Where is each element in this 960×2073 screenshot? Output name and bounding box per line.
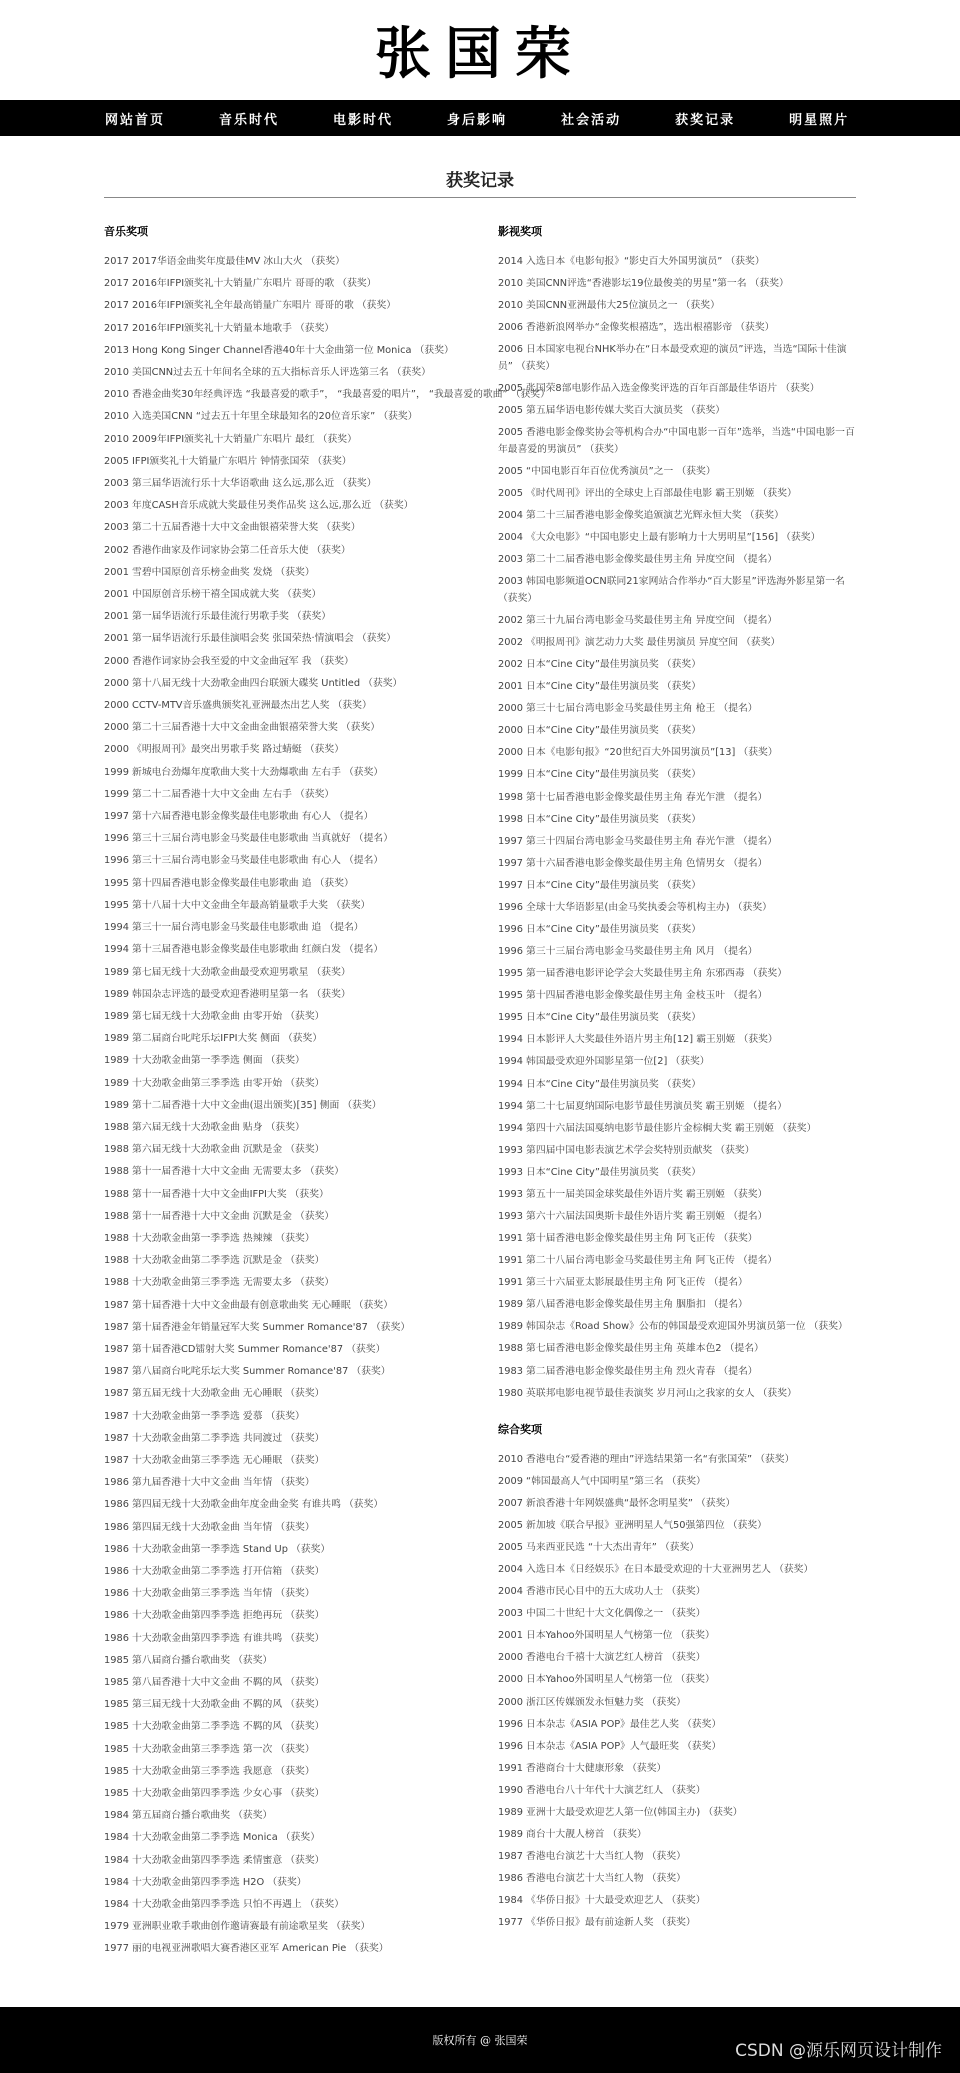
award-item: 2001 日本“Cine City”最佳男演员奖 （获奖） — [498, 681, 701, 693]
award-item: 1997 日本“Cine City”最佳男演员奖 （获奖） — [498, 879, 701, 891]
award-item: 2009 “韩国最高人气中国明星”第三名 （获奖） — [498, 1475, 706, 1487]
award-item: 2010 香港电台“爱香港的理由”评选结果第一名“有张国荣” （获奖） — [498, 1453, 795, 1465]
award-item: 1986 十大劲歌金曲第三季季选 当年情 （获奖） — [104, 1588, 315, 1600]
award-item: 1984 十大劲歌金曲第四季季选 只怕不再遇上 （获奖） — [104, 1899, 345, 1911]
award-item: 1999 第二十二届香港十大中文金曲 左右手 （获奖） — [104, 788, 335, 800]
award-item: 1989 第七届无线十大劲歌金曲 由零开始 （获奖） — [104, 1010, 325, 1022]
award-item: 1998 第十七届香港电影金像奖最佳男主角 春光乍泄 （提名） — [498, 791, 768, 803]
award-item: 1996 全球十大华语影星(由金马奖执委会等机构主办) （获奖） — [498, 901, 772, 913]
award-item: 1991 第十届香港电影金像奖最佳男主角 阿飞正传 （获奖） — [498, 1233, 758, 1245]
award-item: 1987 十大劲歌金曲第一季季选 爱慕 （获奖） — [104, 1410, 305, 1422]
award-item: 2001 日本Yahoo外国明星人气榜第一位 （获奖） — [498, 1630, 715, 1642]
award-item: 1987 第十届香港CD镭射大奖 Summer Romance'87 （获奖） — [104, 1343, 386, 1355]
award-item: 1989 第十二届香港十大中文金曲(退出颁奖)[35] 侧面 （获奖） — [104, 1099, 382, 1111]
award-item: 1988 十大劲歌金曲第二季季选 沉默是金 （获奖） — [104, 1255, 325, 1267]
nav-item-awards[interactable]: 获奖记录 — [675, 112, 736, 128]
award-item: 2002 《明报周刊》演艺动力大奖 最佳男演员 异度空间 （获奖） — [498, 636, 781, 648]
award-item: 1995 第十四届香港电影金像奖最佳男主角 金枝玉叶 （提名） — [498, 990, 768, 1002]
award-item: 1995 第十八届十大中文金曲全年最高销量歌手大奖 （获奖） — [104, 899, 371, 911]
footer-copyright: 版权所有 @ 张国荣 — [432, 2034, 528, 2047]
award-item: 2010 入选美国CNN “过去五十年里全球最知名的20位音乐家” （获奖） — [104, 411, 418, 423]
film-awards-list — [498, 251, 856, 1405]
award-item: 2001 第一届华语流行乐最佳演唱会奖 张国荣热·情演唱会 （获奖） — [104, 633, 397, 645]
award-item: 1998 日本“Cine City”最佳男演员奖 （获奖） — [498, 813, 701, 825]
award-item: 2005 马来西亚民选 “十大杰出青年” （获奖） — [498, 1542, 700, 1554]
site-header — [0, 0, 960, 100]
award-item: 1991 第二十八届台湾电影金马奖最佳男主角 阿飞正传 （提名） — [498, 1255, 778, 1267]
award-item: 1986 十大劲歌金曲第二季季选 打开信箱 （获奖） — [104, 1565, 325, 1577]
award-item: 1996 日本杂志《ASIA POP》最佳艺人奖 （获奖） — [498, 1718, 722, 1730]
award-item: 1989 第二届商台叱咤乐坛IFPI大奖 侧面 （获奖） — [104, 1033, 323, 1045]
award-item: 2010 香港金曲奖30年经典评选 “我最喜爱的歌手”， “我最喜爱的唱片”， “我最喜爱的歌曲” （获奖） — [104, 389, 550, 401]
award-item: 2004 香港市民心目中的五大成功人士 （获奖） — [498, 1586, 706, 1598]
award-item: 2017 2016年IFPI颁奖礼全年最高销量广东唱片 哥哥的歌 （获奖） — [104, 300, 397, 312]
award-item: 1989 韩国杂志评选的最受欢迎香港明星第一名 （获奖） — [104, 988, 351, 1000]
award-item: 2000 浙江区传媒颁发永恒魅力奖 （获奖） — [498, 1696, 686, 1708]
award-item: 1984 十大劲歌金曲第二季季选 Monica （获奖） — [104, 1832, 320, 1844]
award-item: 2005 第五届华语电影传媒大奖百大演员奖 （获奖） — [498, 404, 726, 416]
award-item: 1988 十大劲歌金曲第三季季选 无需要太多 （获奖） — [104, 1277, 335, 1289]
award-item: 2010 美国CNN评选“香港影坛19位最俊美的男星”第一名 （获奖） — [498, 277, 789, 289]
award-item: 2000 日本《电影旬报》“20世纪百大外国男演员”[13] （获奖） — [498, 747, 778, 759]
award-item: 2003 中国二十世纪十大文化偶像之一 （获奖） — [498, 1608, 706, 1620]
award-item: 1985 十大劲歌金曲第三季季选 我愿意 （获奖） — [104, 1765, 315, 1777]
award-item: 1991 香港商台十大健康形象 （获奖） — [498, 1762, 667, 1774]
award-item: 2010 美国CNN亚洲最伟大25位演员之一 （获奖） — [498, 299, 720, 311]
award-item: 1979 亚洲职业歌手歌曲创作邀请赛最有前途歌星奖 （获奖） — [104, 1921, 371, 1933]
award-item: 1999 日本“Cine City”最佳男演员奖 （获奖） — [498, 769, 701, 781]
award-item: 1977 丽的电视亚洲歌唱大赛香港区亚军 American Pie （获奖） — [104, 1943, 389, 1955]
nav-item-legacy[interactable]: 身后影响 — [447, 112, 508, 128]
nav-item-photos[interactable]: 明星照片 — [789, 112, 850, 128]
award-item: 1994 韩国最受欢迎外国影星第一位[2] （获奖） — [498, 1056, 710, 1068]
award-item: 1985 第八届香港十大中文金曲 不羁的风 （获奖） — [104, 1677, 325, 1688]
award-item: 2002 第三十九届台湾电影金马奖最佳男主角 异度空间 （提名） — [498, 614, 778, 626]
award-item: 1985 十大劲歌金曲第三季季选 第一次 （获奖） — [104, 1743, 315, 1755]
award-item: 1997 第三十四届台湾电影金马奖最佳男主角 春光乍泄 （提名） — [498, 835, 778, 847]
award-item: 2000 日本“Cine City”最佳男演员奖 （获奖） — [498, 725, 701, 737]
award-item: 2006 香港新浪网举办“金像奖根禧选”，选出根禧影帝 （获奖） — [498, 321, 775, 333]
award-item: 1988 第七届香港电影金像奖最佳男主角 英雄本色2 （提名） — [498, 1343, 764, 1355]
award-item: 1995 第十四届香港电影金像奖最佳电影歌曲 追 （获奖） — [104, 877, 354, 889]
award-item: 1987 香港电台演艺十大当红人物 （获奖） — [498, 1851, 686, 1863]
award-item: 1993 第五十一届美国金球奖最佳外语片奖 霸王别姬 （获奖） — [498, 1188, 768, 1200]
award-item: 2000 第二十三届香港十大中文金曲金曲银禧荣誉大奖 （获奖） — [104, 722, 381, 734]
award-item: 1986 第四届无线十大劲歌金曲年度金曲金奖 有谁共鸣 （获奖） — [104, 1499, 384, 1511]
award-item: 1997 第十六届香港电影金像奖最佳电影歌曲 有心人 （提名） — [104, 811, 374, 823]
award-item: 2003 年度CASH音乐成就大奖最佳另类作品奖 这么远,那么近 （获奖） — [104, 500, 414, 512]
award-item: 1989 韩国杂志《Road Show》公布的韩国最受欢迎国外男演员第一位 （获奖） — [498, 1321, 848, 1333]
award-item: 1994 第十三届香港电影金像奖最佳电影歌曲 红颜白发 （提名） — [104, 944, 384, 956]
award-item: 1985 第八届商台播台歌曲奖 （获奖） — [104, 1654, 273, 1666]
award-item: 1988 第十一届香港十大中文金曲IFPI大奖 （获奖） — [104, 1188, 329, 1200]
award-item: 2003 第二十五届香港十大中文金曲银禧荣誉大奖 （获奖） — [104, 522, 361, 534]
award-item: 1986 十大劲歌金曲第四季季选 拒绝再玩 （获奖） — [104, 1610, 325, 1622]
award-item: 1984 《华侨日报》十大最受欢迎艺人 （获奖） — [498, 1895, 706, 1907]
award-item: 2000 第十八届无线十大劲歌金曲四台联颁大碟奖 Untitled （获奖） — [104, 677, 403, 689]
award-item: 1994 第二十七届夏纳国际电影节最佳男演员奖 霸王别姬 （提名） — [498, 1100, 787, 1112]
award-item: 1988 第六届无线十大劲歌金曲 沉默是金 （获奖） — [104, 1144, 325, 1156]
nav-item-home[interactable]: 网站首页 — [105, 112, 166, 128]
award-item: 2005 香港电影金像奖协会等机构合办“中国电影一百年”选举，当选“中国电影一百年最喜爱的男演员” （获奖） — [498, 426, 855, 455]
music-awards-title: 音乐奖项 — [104, 225, 148, 238]
award-item: 2017 2016年IFPI颁奖礼十大销量广东唱片 哥哥的歌 （获奖） — [104, 278, 377, 290]
award-item: 1984 第五届商台播台歌曲奖 （获奖） — [104, 1810, 273, 1822]
award-item: 1995 日本“Cine City”最佳男演员奖 （获奖） — [498, 1012, 701, 1024]
nav-item-social[interactable]: 社会活动 — [561, 112, 622, 128]
page-heading: 获奖记录 — [104, 166, 856, 198]
award-item: 1996 第三十三届台湾电影金马奖最佳电影歌曲 有心人 （提名） — [104, 855, 384, 867]
award-item: 2005 张国荣8部电影作品入选金像奖评选的百年百部最佳华语片 （获奖） — [498, 382, 820, 394]
award-item: 1987 第十届香港金年销量冠军大奖 Summer Romance'87 （获奖） — [104, 1321, 411, 1333]
award-item: 1997 第十六届香港电影金像奖最佳男主角 色情男女 （提名） — [498, 857, 768, 869]
award-item: 1989 第七届无线十大劲歌金曲最受欢迎男歌星 （获奖） — [104, 966, 351, 978]
general-awards-title: 综合奖项 — [498, 1423, 542, 1437]
award-item: 1986 十大劲歌金曲第四季季选 有谁共鸣 （获奖） — [104, 1632, 325, 1644]
award-item: 1988 十大劲歌金曲第一季季选 热辣辣 （获奖） — [104, 1232, 315, 1244]
award-item: 1986 十大劲歌金曲第一季季选 Stand Up （获奖） — [104, 1543, 331, 1555]
award-item: 1989 第八届香港电影金像奖最佳男主角 胭脂扣 （提名） — [498, 1299, 748, 1311]
award-item: 1983 第二届香港电影金像奖最佳男主角 烈火青春 （提名） — [498, 1365, 758, 1377]
award-item: 1994 第三十一届台湾电影金马奖最佳电影歌曲 追 （提名） — [104, 922, 364, 934]
award-item: 1990 香港电台八十年代十大演艺红人 （获奖） — [498, 1784, 706, 1796]
award-item: 1995 第一届香港电影评论学会大奖最佳男主角 东邪西毒 （获奖） — [498, 968, 787, 980]
award-item: 1987 第十届香港十大中文金曲最有创意歌曲奖 无心睡眠 （获奖） — [104, 1299, 393, 1311]
award-item: 1986 第四届无线十大劲歌金曲 当年情 （获奖） — [104, 1521, 315, 1533]
main-nav — [0, 100, 960, 136]
award-item: 1996 日本杂志《ASIA POP》人气最旺奖 （获奖） — [498, 1740, 722, 1752]
award-item: 1988 第六届无线十大劲歌金曲 贴身 （获奖） — [104, 1121, 305, 1133]
award-item: 2014 入选日本《电影旬报》“影史百大外国男演员” （获奖） — [498, 255, 765, 267]
award-item: 2003 第三届华语流行乐十大华语歌曲 这么远,那么近 （获奖） — [104, 478, 377, 490]
award-item: 2002 香港作曲家及作词家协会第二任音乐大使 （获奖） — [104, 544, 351, 556]
award-item: 1986 香港电台演艺十大当红人物 （获奖） — [498, 1873, 686, 1885]
award-item: 1989 十大劲歌金曲第三季季选 由零开始 （获奖） — [104, 1077, 325, 1089]
award-item: 2001 中国原创音乐榜干禧全国成就大奖 （获奖） — [104, 589, 322, 601]
award-item: 2000 香港作词家协会我至爱的中文金曲冠军 我 （获奖） — [104, 655, 354, 667]
film-awards-section — [498, 198, 856, 1961]
award-item: 1996 日本“Cine City”最佳男演员奖 （获奖） — [498, 923, 701, 935]
award-item: 2013 Hong Kong Singer Channel香港40年十大金曲第一位 Monica （获奖） — [104, 344, 454, 356]
award-item: 1985 十大劲歌金曲第四季季选 少女心事 （获奖） — [104, 1788, 325, 1800]
award-item: 1984 十大劲歌金曲第四季季选 H2O （获奖） — [104, 1876, 307, 1888]
award-item: 1985 十大劲歌金曲第二季季选 不羁的风 （获奖） — [104, 1721, 325, 1733]
award-item: 2000 《明报周刊》最突出男歌手奖 路过蜻蜓 （获奖） — [104, 744, 345, 756]
award-item: 2003 第二十二届香港电影金像奖最佳男主角 异度空间 （提名） — [498, 554, 778, 566]
award-item: 2001 雪碧中国原创音乐榜金曲奖 发烧 （获奖） — [104, 566, 315, 578]
award-item: 2000 日本Yahoo外国明星人气榜第一位 （获奖） — [498, 1674, 715, 1686]
award-item: 2000 第三十七届台湾电影金马奖最佳男主角 枪王 （提名） — [498, 703, 758, 715]
award-item: 1988 第十一届香港十大中文金曲 沉默是金 （获奖） — [104, 1210, 335, 1222]
award-item: 1999 新城电台劲爆年度歌曲大奖十大劲爆歌曲 左右手 （获奖） — [104, 766, 384, 778]
award-item: 2005 IFPI颁奖礼十大销量广东唱片 钟情张国荣 （获奖） — [104, 455, 352, 467]
award-item: 1986 第九届香港十大中文金曲 当年情 （获奖） — [104, 1477, 315, 1489]
award-item: 1993 第四届中国电影表演艺术学会奖特别贡献奖 （获奖） — [498, 1144, 755, 1156]
award-item: 1987 第八届商台叱咤乐坛大奖 Summer Romance'87 （获奖） — [104, 1366, 391, 1378]
award-item: 1989 十大劲歌金曲第一季季选 侧面 （获奖） — [104, 1055, 305, 1067]
award-item: 1985 第三届无线十大劲歌金曲 不羁的风 （获奖） — [104, 1699, 325, 1711]
footer-watermark: CSDN @源乐网页设计制作 — [735, 2041, 942, 2061]
award-item: 2004 《大众电影》“中国电影史上最有影响力十大男明星”[156] （获奖） — [498, 531, 821, 543]
award-item: 1988 第十一届香港十大中文金曲 无需要太多 （获奖） — [104, 1166, 345, 1178]
award-item: 2004 入选日本《日经娱乐》在日本最受欢迎的十大亚洲男艺人 （获奖） — [498, 1564, 814, 1576]
award-item: 1994 日本“Cine City”最佳男演员奖 （获奖） — [498, 1078, 701, 1090]
award-item: 1980 英联邦电影电视节最佳表演奖 岁月河山之我家的女人 （获奖） — [498, 1387, 797, 1399]
award-item: 1993 第六十六届法国奥斯卡最佳外语片奖 霸王别姬 （提名） — [498, 1211, 768, 1222]
general-awards-list — [498, 1449, 856, 1935]
award-item: 2017 2017华语金曲奖年度最佳MV 冰山大火 （获奖） — [104, 256, 345, 267]
award-item: 1996 第三十三届台湾电影金马奖最佳男主角 风月 （提名） — [498, 946, 758, 958]
award-item: 1994 第四十六届法国戛纳电影节最佳影片金棕榈大奖 霸王别姬 （获奖） — [498, 1122, 817, 1134]
award-item: 2000 CCTV-MTV音乐盛典颁奖礼亚洲最杰出艺人奖 （获奖） — [104, 700, 372, 712]
nav-item-film[interactable]: 电影时代 — [333, 112, 394, 128]
award-item: 1993 日本“Cine City”最佳男演员奖 （获奖） — [498, 1166, 701, 1178]
award-item: 2005 《时代周刊》评出的全球史上百部最佳电影 霸王别姬 （获奖） — [498, 487, 797, 499]
award-item: 2001 第一届华语流行乐最佳流行男歌手奖 （获奖） — [104, 611, 332, 623]
award-item: 2007 新浪香港十年网娱盛典“最怀念明星奖” （获奖） — [498, 1497, 736, 1509]
award-item: 1996 第三十三届台湾电影金马奖最佳电影歌曲 当真就好 （提名） — [104, 833, 393, 845]
award-item: 2003 韩国电影频道OCN联同21家网站合作举办“百大影星”评选海外影星第一名 （获奖） — [498, 576, 845, 604]
award-item: 2002 日本“Cine City”最佳男演员奖 （获奖） — [498, 659, 701, 671]
award-item: 2000 香港电台千禧十大演艺红人榜首 （获奖） — [498, 1652, 706, 1664]
award-item: 2010 美国CNN过去五十年间名全球的五大指标音乐人评选第三名 （获奖） — [104, 367, 431, 379]
award-item: 1989 商台十大靓人榜首 （获奖） — [498, 1829, 647, 1841]
award-item: 1987 第五届无线十大劲歌金曲 无心睡眠 （获奖） — [104, 1388, 325, 1400]
awards-columns — [104, 198, 856, 1961]
award-item: 1987 十大劲歌金曲第三季季选 无心睡眠 （获奖） — [104, 1454, 325, 1466]
award-item: 2004 第二十三届香港电影金像奖追颁演艺光辉永恒大奖 （获奖） — [498, 509, 784, 521]
award-item: 2005 “中国电影百年百位优秀演员”之一 （获奖） — [498, 465, 716, 477]
award-item: 2006 日本国家电视台NHK举办在“日本最受欢迎的演员”评选，当选“国际十佳演员” （获奖） — [498, 344, 847, 372]
site-footer — [0, 2007, 960, 2073]
award-item: 2005 新加坡《联合早报》亚洲明星人气50强第四位 （获奖） — [498, 1519, 767, 1531]
award-item: 2010 2009年IFPI颁奖礼十大销量广东唱片 最红 （获奖） — [104, 433, 357, 445]
award-item: 1989 亚洲十大最受欢迎艺人第一位(韩国主办) （获奖） — [498, 1806, 743, 1818]
award-item: 1987 十大劲歌金曲第二季季选 共同渡过 （获奖） — [104, 1432, 325, 1444]
award-item: 1994 日本影评人大奖最佳外语片男主角[12] 霸王别姬 （获奖） — [498, 1034, 778, 1046]
award-item: 1991 第三十六届亚太影展最佳男主角 阿飞正传 （提名） — [498, 1277, 748, 1289]
site-title: 张国荣 — [375, 21, 585, 87]
award-item: 1977 《华侨日报》最有前途新人奖 （获奖） — [498, 1917, 696, 1929]
nav-item-music[interactable]: 音乐时代 — [219, 112, 280, 128]
film-awards-title: 影视奖项 — [498, 225, 542, 238]
award-item: 1984 十大劲歌金曲第四季季选 柔情蜜意 （获奖） — [104, 1854, 325, 1866]
award-item: 2017 2016年IFPI颁奖礼十大销量本地歌手 （获奖） — [104, 322, 335, 334]
